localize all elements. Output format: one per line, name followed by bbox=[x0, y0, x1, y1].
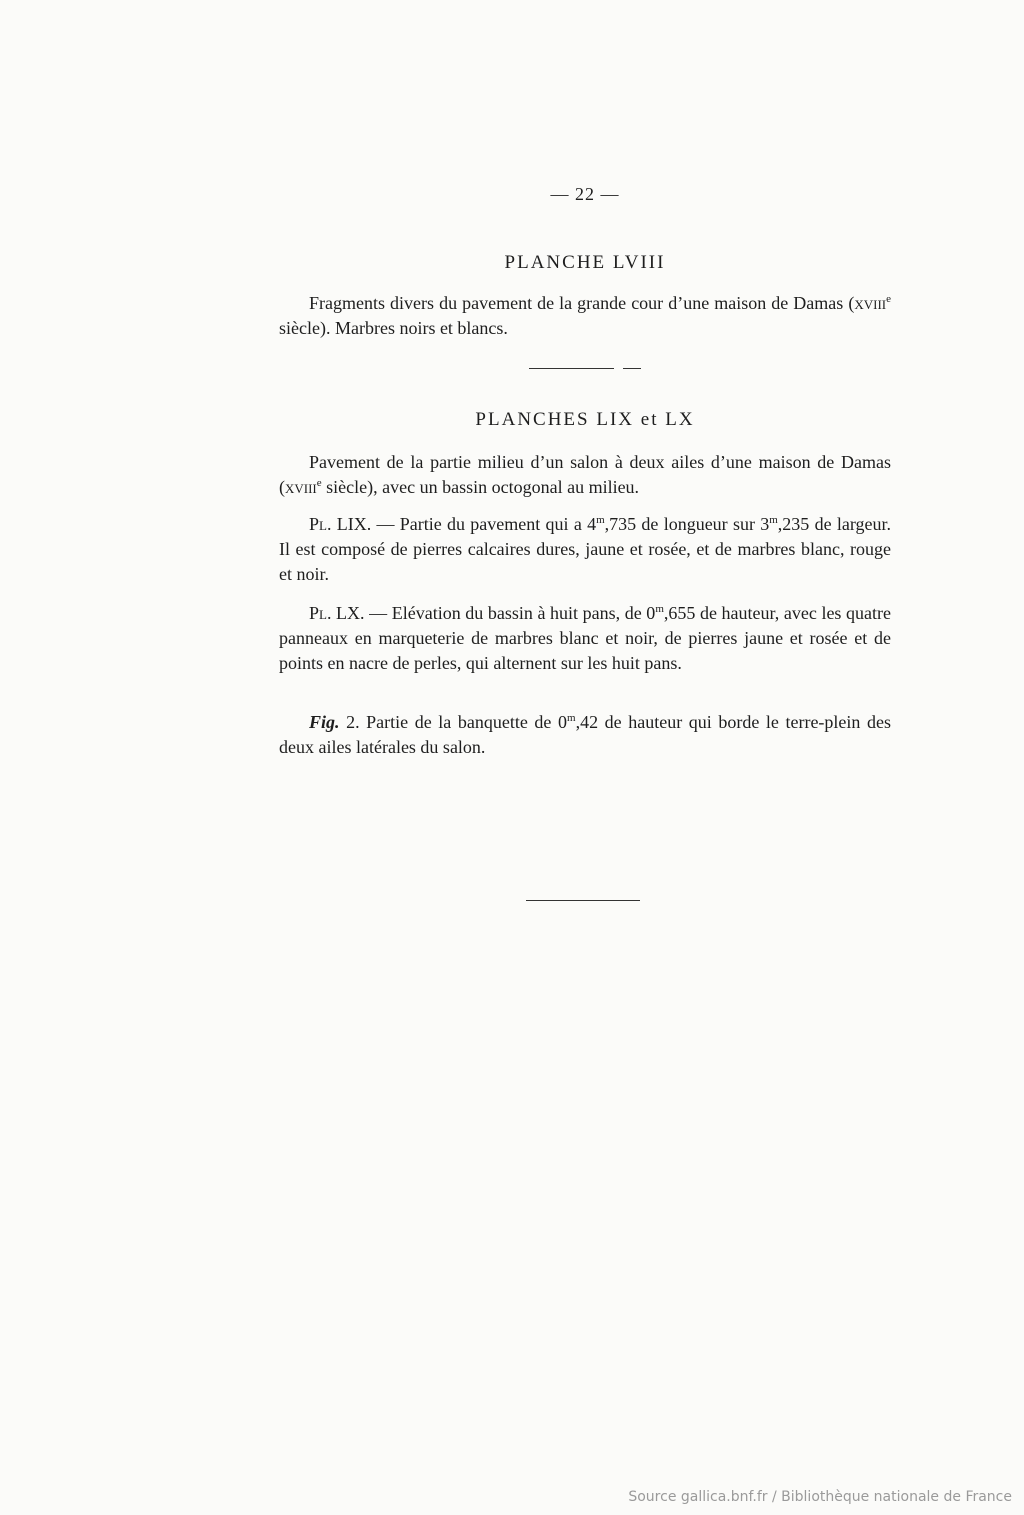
heading-planches-lix-lx: PLANCHES LIX et LX bbox=[475, 409, 695, 430]
text-segment: ,655 de hauteur, avec les quatre panneaux en marqueterie de marbres blanc et noir, de pierres jaune et rosée et de points en nacre de perles, qui alternent sur les huit pans. bbox=[279, 603, 892, 673]
paragraph-planche-lviii bbox=[279, 291, 891, 341]
text-segment: 2. Partie de la banquette de 0 bbox=[339, 712, 567, 732]
figure-label: Fig. bbox=[309, 712, 340, 732]
unit-superscript: m bbox=[596, 514, 605, 526]
text-segment: ,735 de longueur sur 3 bbox=[604, 514, 770, 534]
text-segment: Pavement de la partie milieu d’un salon à deux ailes d’une maison de Damas ( bbox=[279, 452, 891, 497]
century-superscript: e bbox=[316, 477, 322, 489]
end-divider bbox=[526, 900, 640, 901]
section-divider bbox=[529, 368, 614, 369]
century-numeral: xviii bbox=[285, 477, 317, 497]
source-attribution: Source gallica.bnf.fr / Bibliothèque nationale de France bbox=[628, 1489, 1012, 1505]
text-segment: siècle). Marbres noirs et blancs. bbox=[279, 318, 508, 338]
heading-planche-lviii: PLANCHE LVIII bbox=[504, 252, 666, 273]
text-segment: ,42 de hauteur qui borde le terre-plein des deux ailes latérales du salon. bbox=[279, 712, 891, 757]
text-segment: ,235 de largeur. Il est composé de pierres calcaires dures, jaune et rosée, et de marbres blanc, rouge et noir. bbox=[279, 514, 891, 584]
text-segment: siècle), avec un bassin octogonal au milieu. bbox=[321, 477, 640, 497]
unit-superscript: m bbox=[655, 603, 664, 615]
text-segment: Fragments divers du pavement de la grande cour d’une maison de Damas ( bbox=[309, 293, 855, 313]
century-numeral: xviii bbox=[854, 293, 887, 313]
plate-label: Pl. LX. bbox=[309, 603, 365, 623]
century-superscript: e bbox=[886, 293, 891, 305]
paragraph-pl-lix bbox=[279, 512, 891, 587]
unit-superscript: m bbox=[769, 514, 778, 526]
text-segment: — Elévation du bassin à huit pans, de 0 bbox=[364, 603, 656, 623]
unit-superscript: m bbox=[567, 712, 576, 724]
paragraph-pl-lx bbox=[279, 601, 891, 676]
text-segment: — Partie du pavement qui a 4 bbox=[371, 514, 597, 534]
plate-label: Pl. LIX. bbox=[309, 514, 372, 534]
page-number: — 22 — bbox=[550, 184, 620, 204]
paragraph-fig2 bbox=[279, 710, 891, 760]
paragraph-intro bbox=[279, 450, 891, 500]
section-divider-dash bbox=[623, 368, 641, 369]
